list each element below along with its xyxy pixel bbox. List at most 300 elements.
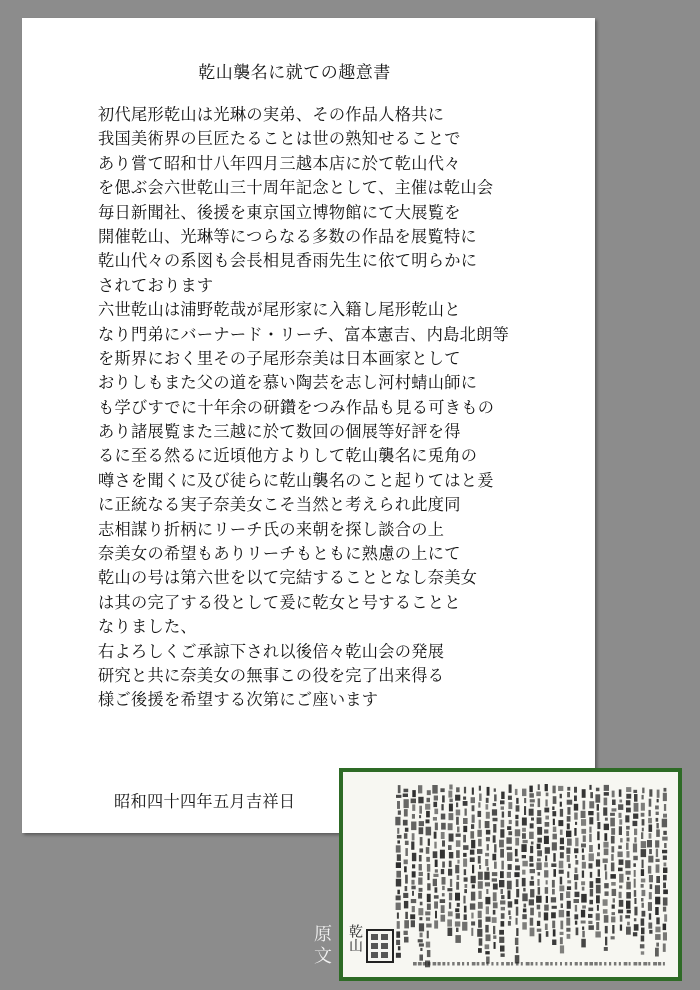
footer-print-mark: [457, 962, 460, 966]
handwriting-stroke: [472, 885, 475, 889]
handwriting-stroke: [657, 799, 659, 803]
handwriting-stroke: [552, 940, 556, 946]
document-line: 毎日新聞社、後援を東京国立博物館にて大展覧を: [98, 202, 461, 222]
handwriting-stroke: [464, 914, 467, 920]
handwriting-stroke: [501, 806, 504, 809]
footer-print-mark: [462, 962, 464, 966]
handwriting-stroke: [524, 806, 526, 815]
document-line: 開催乾山、光琳等につらなる多数の作品を展覧特に: [98, 226, 477, 246]
handwriting-stroke: [553, 929, 556, 936]
document-line: 様ご後援を希望する次第にご座います: [98, 690, 379, 710]
handwriting-stroke: [558, 786, 563, 791]
handwriting-stroke: [642, 903, 644, 908]
handwriting-stroke: [516, 879, 519, 887]
document-line: 奈美女の希望もありリーチもともに熟慮の上にて: [98, 544, 461, 564]
handwriting-stroke: [479, 938, 483, 945]
handwriting-stroke: [613, 898, 615, 902]
handwriting-stroke: [634, 924, 639, 931]
handwriting-stroke: [619, 900, 624, 907]
footer-print-mark: [531, 962, 534, 966]
handwriting-stroke: [575, 868, 578, 874]
handwriting-stroke: [662, 837, 667, 841]
handwriting-stroke: [612, 800, 616, 806]
seal-glyph-mark: [381, 934, 388, 940]
handwriting-stroke: [448, 791, 452, 798]
handwriting-stroke: [433, 879, 437, 886]
handwriting-stroke: [418, 939, 423, 942]
handwriting-stroke: [472, 815, 475, 823]
handwriting-stroke: [485, 853, 489, 856]
handwriting-stroke: [494, 788, 496, 791]
handwriting-stroke: [605, 864, 607, 870]
handwriting-stroke: [441, 832, 445, 839]
footer-print-mark: [599, 962, 602, 966]
handwriting-stroke: [566, 848, 570, 854]
handwriting-stroke: [499, 840, 504, 848]
handwriting-stroke: [412, 871, 416, 877]
handwriting-stroke: [412, 804, 415, 811]
handwriting-stroke: [463, 835, 466, 843]
handwriting-stroke: [567, 880, 571, 883]
handwriting-stroke: [567, 816, 571, 822]
handwriting-stroke: [477, 849, 482, 854]
handwriting-stroke: [568, 864, 570, 868]
handwriting-stroke: [567, 800, 573, 805]
handwriting-stroke: [662, 819, 667, 828]
handwriting-stroke: [405, 848, 408, 856]
handwriting-stroke: [427, 873, 429, 880]
handwriting-stroke: [567, 787, 570, 791]
handwriting-stroke: [649, 849, 652, 854]
handwriting-stroke: [582, 789, 586, 798]
handwriting-stroke: [560, 945, 564, 953]
handwriting-stroke: [492, 917, 497, 923]
seal-glyph-mark: [371, 952, 378, 958]
handwriting-stroke: [456, 834, 461, 837]
handwriting-stroke: [501, 820, 505, 828]
handwriting-stroke: [641, 841, 646, 848]
handwriting-stroke: [530, 823, 534, 828]
handwriting-stroke: [485, 859, 488, 866]
handwriting-stroke: [641, 936, 645, 942]
document-date: 昭和四十四年五月吉祥日: [114, 792, 296, 811]
handwriting-stroke: [611, 936, 615, 939]
handwriting-stroke: [493, 824, 496, 833]
handwriting-stroke: [603, 859, 608, 863]
document-line: 研究と共に奈美女の無事この役を完了出来得る: [98, 665, 445, 685]
handwriting-stroke: [604, 947, 608, 951]
footer-print-mark: [447, 962, 449, 966]
handwriting-stroke: [619, 892, 622, 898]
handwriting-stroke: [566, 918, 570, 926]
handwriting-stroke: [463, 818, 468, 824]
footer-print-mark: [501, 962, 504, 966]
footer-print-mark: [423, 962, 427, 966]
handwriting-stroke: [626, 851, 629, 858]
handwriting-stroke: [560, 846, 565, 850]
handwriting-stroke: [404, 809, 408, 816]
handwriting-stroke: [405, 828, 409, 832]
handwriting-stroke: [471, 913, 473, 919]
handwriting-stroke: [485, 944, 490, 949]
handwriting-stroke: [531, 818, 534, 821]
handwriting-stroke: [425, 911, 430, 915]
handwriting-stroke: [435, 823, 438, 831]
handwriting-stroke: [449, 813, 454, 820]
footer-print-mark: [585, 962, 588, 966]
handwriting-stroke: [419, 917, 422, 920]
handwriting-stroke: [545, 924, 548, 930]
handwriting-stroke: [508, 921, 511, 926]
handwriting-stroke: [655, 907, 659, 915]
handwriting-stroke: [649, 825, 653, 832]
handwriting-stroke: [574, 813, 578, 820]
seal-glyph-mark: [381, 952, 388, 958]
handwriting-stroke: [545, 800, 547, 807]
handwriting-stroke: [522, 914, 527, 919]
handwriting-stroke: [545, 822, 550, 827]
footer-print-mark: [506, 962, 510, 966]
handwriting-stroke: [575, 882, 578, 890]
handwriting-stroke: [441, 823, 446, 830]
handwriting-stroke: [583, 801, 586, 810]
handwriting-stroke: [435, 887, 438, 892]
handwriting-stroke: [522, 870, 525, 875]
handwriting-stroke: [427, 883, 430, 890]
handwriting-stroke: [396, 862, 401, 868]
handwriting-stroke: [664, 804, 666, 811]
handwriting-stroke: [457, 903, 460, 907]
handwriting-stroke: [611, 863, 615, 872]
handwriting-stroke: [619, 885, 622, 888]
footer-print-mark: [452, 962, 454, 966]
handwriting-stroke: [620, 925, 622, 931]
handwriting-stroke: [589, 853, 594, 861]
handwriting-stroke: [515, 838, 519, 846]
handwriting-stroke: [612, 912, 616, 915]
handwriting-stroke: [553, 853, 555, 862]
handwriting-stroke: [479, 794, 482, 801]
handwriting-stroke: [545, 816, 549, 820]
handwriting-stroke: [647, 840, 652, 847]
handwriting-stroke: [412, 864, 415, 868]
handwriting-stroke: [626, 808, 631, 813]
handwriting-stroke: [604, 824, 609, 830]
handwriting-stroke: [648, 818, 652, 823]
handwriting-stroke: [411, 880, 414, 885]
handwriting-stroke: [560, 937, 563, 944]
handwriting-stroke: [419, 923, 424, 931]
document-page: [22, 18, 595, 833]
footer-print-mark: [594, 962, 597, 966]
handwriting-stroke: [440, 899, 445, 903]
handwriting-stroke: [598, 844, 600, 850]
footer-print-mark: [482, 962, 485, 966]
document-line: も学びすでに十年余の研鑽をつみ作品も見る可きもの: [98, 397, 495, 417]
handwriting-stroke: [655, 840, 659, 847]
handwriting-stroke: [434, 796, 438, 801]
handwriting-stroke: [641, 928, 645, 935]
handwriting-stroke: [581, 829, 586, 834]
handwriting-stroke: [537, 921, 540, 926]
handwriting-stroke: [560, 838, 564, 845]
handwriting-stroke: [634, 918, 637, 921]
handwriting-stroke: [605, 937, 607, 946]
handwriting-stroke: [419, 955, 423, 961]
handwriting-stroke: [465, 809, 467, 816]
original-handwriting-illustration: [343, 772, 678, 977]
handwriting-stroke: [516, 907, 519, 916]
handwriting-stroke: [663, 924, 667, 931]
handwriting-stroke: [627, 877, 629, 880]
handwriting-stroke: [435, 869, 438, 872]
handwriting-stroke: [478, 802, 480, 807]
handwriting-stroke: [485, 882, 490, 886]
handwriting-stroke: [620, 915, 623, 921]
handwriting-stroke: [522, 789, 526, 797]
handwriting-stroke: [663, 831, 667, 835]
handwriting-stroke: [493, 818, 498, 822]
handwriting-stroke: [515, 865, 520, 870]
footer-print-mark: [536, 962, 538, 966]
handwriting-stroke: [618, 804, 623, 810]
handwriting-stroke: [604, 785, 609, 791]
handwriting-stroke: [567, 807, 570, 815]
handwriting-stroke: [597, 852, 600, 856]
handwriting-stroke: [522, 878, 526, 887]
footer-print-mark: [433, 962, 437, 966]
handwriting-stroke: [500, 800, 505, 804]
handwriting-stroke: [589, 900, 593, 905]
handwriting-stroke: [536, 862, 541, 870]
handwriting-stroke: [524, 798, 526, 803]
handwriting-stroke: [627, 838, 630, 842]
handwriting-stroke: [411, 920, 415, 927]
handwriting-stroke: [404, 937, 409, 943]
handwriting-stroke: [478, 911, 482, 918]
handwriting-stroke: [522, 893, 527, 901]
handwriting-stroke: [470, 857, 475, 862]
handwriting-stroke: [664, 863, 667, 867]
handwriting-stroke: [641, 884, 644, 888]
handwriting-stroke: [493, 803, 497, 806]
handwriting-stroke: [588, 914, 593, 918]
handwriting-stroke: [471, 797, 475, 803]
handwriting-stroke: [501, 907, 505, 911]
handwriting-stroke: [529, 863, 533, 866]
handwriting-stroke: [478, 881, 483, 889]
handwriting-stroke: [538, 872, 541, 876]
handwriting-stroke: [588, 811, 593, 815]
handwriting-stroke: [553, 827, 557, 832]
handwriting-stroke: [441, 905, 445, 913]
handwriting-stroke: [656, 917, 659, 924]
handwriting-stroke: [404, 866, 407, 872]
handwriting-stroke: [589, 834, 592, 842]
footer-print-mark: [580, 962, 582, 966]
handwriting-stroke: [641, 813, 645, 817]
handwriting-stroke: [464, 787, 466, 794]
handwriting-stroke: [574, 804, 578, 811]
handwriting-stroke: [537, 844, 541, 849]
handwriting-stroke: [493, 902, 498, 908]
handwriting-stroke: [642, 788, 644, 794]
handwriting-stroke: [456, 803, 458, 808]
handwriting-stroke: [604, 849, 609, 856]
handwriting-stroke: [552, 889, 555, 895]
handwriting-stroke: [620, 838, 623, 842]
handwriting-stroke: [656, 823, 658, 828]
handwriting-stroke: [499, 930, 504, 935]
handwriting-stroke: [663, 944, 666, 952]
handwriting-stroke: [515, 789, 518, 795]
handwriting-stroke: [546, 931, 549, 937]
handwriting-stroke: [590, 872, 592, 878]
handwriting-stroke: [434, 809, 438, 815]
footer-print-mark: [491, 962, 493, 966]
footer-print-mark: [496, 962, 498, 966]
handwriting-stroke: [441, 804, 443, 810]
handwriting-stroke: [448, 928, 453, 936]
handwriting-stroke: [529, 786, 532, 793]
handwriting-stroke: [419, 806, 422, 814]
handwriting-stroke: [634, 907, 637, 916]
handwriting-stroke: [656, 876, 660, 883]
handwriting-stroke: [492, 854, 496, 861]
handwriting-stroke: [508, 796, 512, 800]
handwriting-stroke: [582, 927, 584, 930]
handwriting-stroke: [404, 789, 409, 793]
handwriting-stroke: [559, 910, 564, 917]
handwriting-stroke: [553, 796, 557, 804]
handwriting-stroke: [465, 884, 468, 888]
handwriting-stroke: [464, 877, 468, 881]
handwriting-stroke: [655, 948, 659, 957]
handwriting-stroke: [405, 912, 408, 919]
handwriting-stroke: [655, 934, 661, 940]
handwriting-stroke: [641, 832, 643, 839]
handwriting-stroke: [626, 800, 631, 805]
handwriting-stroke: [590, 881, 594, 888]
handwriting-stroke: [404, 799, 409, 808]
handwriting-stroke: [418, 908, 423, 915]
handwriting-stroke: [634, 890, 636, 897]
handwriting-stroke: [516, 805, 520, 811]
document-line: おりしもまた父の道を慕い陶芸を志し河村蜻山師に: [98, 373, 478, 393]
handwriting-stroke: [506, 837, 511, 844]
handwriting-stroke: [581, 921, 586, 924]
handwriting-stroke: [590, 792, 593, 798]
handwriting-stroke: [663, 897, 668, 905]
handwriting-stroke: [405, 875, 408, 884]
document-line: 初代尾形乾山は光琳の実弟、その作品人格共に: [98, 105, 445, 124]
handwriting-stroke: [419, 872, 423, 876]
handwriting-stroke: [478, 872, 483, 880]
handwriting-stroke: [581, 819, 586, 826]
handwriting-stroke: [612, 925, 614, 934]
handwriting-stroke: [552, 921, 555, 929]
handwriting-stroke: [514, 872, 519, 877]
handwriting-stroke: [575, 905, 577, 912]
handwriting-stroke: [485, 821, 490, 828]
handwriting-stroke: [530, 804, 534, 807]
handwriting-stroke: [537, 858, 541, 861]
document-line: るに至る然るに近頃他方よりして乾山襲名に兎角の: [98, 446, 478, 466]
handwriting-stroke: [515, 849, 518, 856]
handwriting-stroke: [626, 826, 630, 830]
handwriting-stroke: [648, 923, 652, 929]
document-line: 六世乾山は浦野乾哉が尾形家に入籍し尾形乾山と: [98, 300, 461, 320]
handwriting-stroke: [463, 801, 468, 806]
handwriting-stroke: [605, 871, 607, 879]
handwriting-stroke: [611, 836, 615, 844]
handwriting-stroke: [642, 795, 644, 800]
handwriting-stroke: [396, 845, 401, 852]
handwriting-stroke: [442, 893, 445, 896]
handwriting-stroke: [574, 848, 578, 853]
handwriting-stroke: [529, 809, 534, 816]
handwriting-stroke: [507, 852, 512, 861]
handwriting-stroke: [567, 855, 570, 862]
handwriting-stroke: [656, 864, 660, 872]
handwriting-stroke: [508, 864, 512, 870]
handwriting-stroke: [596, 895, 600, 903]
handwriting-stroke: [455, 795, 460, 801]
handwriting-stroke: [649, 930, 652, 934]
handwriting-stroke: [463, 853, 467, 857]
handwriting-stroke: [589, 817, 593, 824]
handwriting-stroke: [641, 803, 645, 811]
handwriting-stroke: [523, 909, 527, 913]
handwriting-stroke: [457, 827, 460, 833]
handwriting-stroke: [478, 891, 481, 899]
handwriting-stroke: [516, 918, 518, 925]
handwriting-stroke: [649, 892, 652, 899]
footer-print-mark: [418, 962, 422, 966]
handwriting-stroke: [529, 793, 534, 798]
handwriting-stroke: [649, 875, 653, 882]
handwriting-stroke: [597, 905, 599, 911]
handwriting-stroke: [471, 824, 474, 829]
handwriting-stroke: [435, 911, 437, 919]
handwriting-stroke: [450, 879, 452, 887]
handwriting-stroke: [514, 899, 518, 904]
handwriting-stroke: [530, 869, 535, 873]
handwriting-stroke: [426, 847, 430, 854]
handwriting-stroke: [509, 784, 512, 793]
handwriting-stroke: [536, 896, 542, 903]
handwriting-stroke: [403, 820, 408, 826]
handwriting-stroke: [582, 871, 584, 878]
handwriting-stroke: [419, 827, 424, 834]
handwriting-stroke: [603, 899, 608, 906]
handwriting-stroke: [641, 869, 644, 876]
footer-print-mark: [663, 962, 665, 966]
handwriting-stroke: [494, 794, 497, 801]
handwriting-stroke: [478, 902, 483, 909]
handwriting-stroke: [538, 784, 540, 790]
handwriting-stroke: [530, 799, 535, 802]
handwriting-stroke: [508, 802, 512, 809]
handwriting-stroke: [575, 921, 577, 925]
handwriting-stroke: [485, 951, 489, 954]
handwriting-stroke: [522, 833, 526, 839]
handwriting-stroke: [560, 830, 563, 835]
footer-print-mark: [413, 962, 417, 966]
handwriting-stroke: [487, 787, 490, 796]
handwriting-stroke: [523, 888, 525, 892]
handwriting-stroke: [626, 901, 631, 909]
